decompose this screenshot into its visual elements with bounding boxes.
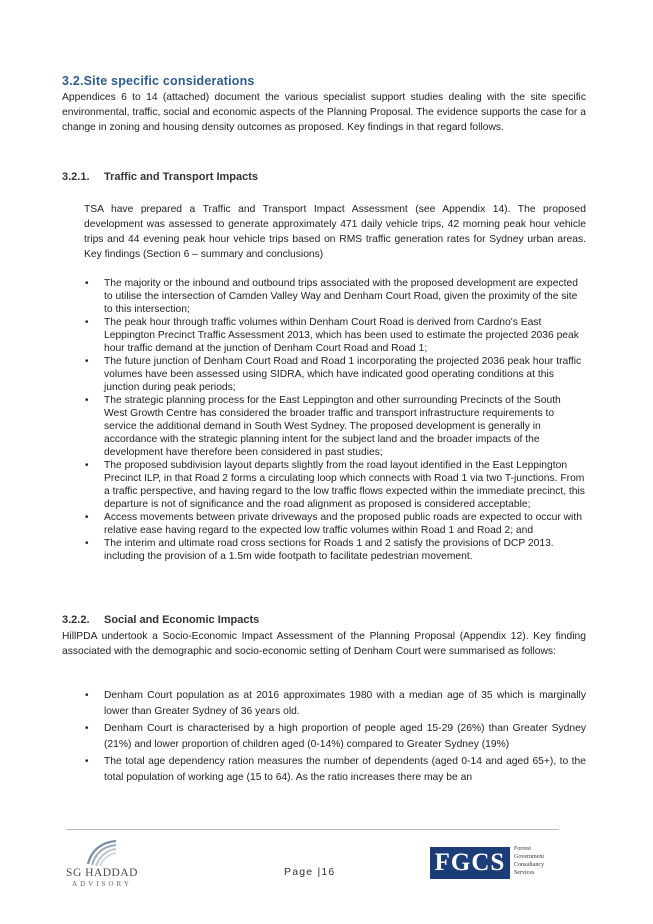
subsection-title: Traffic and Transport Impacts: [104, 171, 259, 183]
list-item: • Access movements between private driveways and the proposed public roads are expected to occur with relative ease having regard to the expected low traffic volumes within Road 1 and Road 2; and: [84, 511, 586, 537]
fgcs-line: Consultancy: [514, 862, 544, 868]
social-findings-list: [84, 688, 586, 787]
list-item: • The peak hour through traffic volumes within Denham Court Road is derived from Cardno's East Leppington Precinct Traffic Assessment 2013, which has been used to estimate the projected 2036 peak hour traffic demand at the junction of Denham Court Road and Road 1;: [84, 316, 586, 355]
list-item: • The proposed subdivision layout departs slightly from the road layout identified in the East Leppington Precinct ILP, in that Road 2 forms a circulating loop which connects with Road 1 via two T-junctions. From a traffic perspective, and having regard to the low traffic flows expected within the immediate precinct, this departure is not of significance and the road alignment as proposed is considered acceptable;: [84, 459, 586, 511]
fgcs-line: Government: [514, 854, 544, 860]
intro-paragraph: Appendices 6 to 14 (attached) document the various specialist support studies dealing with the site specific environmental, traffic, social and economic aspects of the Planning Proposal. The evidence supports the case for a change in zoning and housing density outcomes as proposed. Key findings in that regard follows.: [62, 92, 586, 133]
subsection-heading-social: [62, 614, 259, 626]
fgcs-line: Forrest: [514, 846, 531, 852]
subsection-title: Social and Economic Impacts: [104, 614, 260, 626]
sg-haddad-name: SG HADDAD: [66, 867, 138, 879]
list-item: • The total age dependency ration measures the number of dependents (aged 0-14 and aged 65+), to the total population of working age (15 to 64). As the ratio increases there may be an: [84, 754, 586, 785]
fgcs-line: Services: [514, 870, 535, 876]
sg-haddad-logo: [62, 838, 142, 888]
list-item: • The future junction of Denham Court Road and Road 1 incorporating the projected 2036 peak hour traffic volumes have been assessed using SIDRA, which have indicated good operating conditions at this junction during peak periods;: [84, 355, 586, 394]
subsection-number: 3.2.1.: [62, 171, 90, 183]
list-item: • Denham Court is characterised by a high proportion of people aged 15-29 (26%) than Greater Sydney (21%) and lower proportion of children aged (0-14%) compared to Greater Sydney (19%): [84, 721, 586, 752]
traffic-paragraph: TSA have prepared a Traffic and Transport Impact Assessment (see Appendix 14). The proposed development was assessed to generate approximately 471 daily vehicle trips, 42 morning peak hour vehicle trips and 44 evening peak hour vehicle trips based on RMS traffic generation rates for Sydney urban areas. Key findings (Section 6 – summary and conclusions): [84, 204, 586, 260]
social-paragraph: HillPDA undertook a Socio-Economic Impact Assessment of the Planning Proposal (Appendix 12). Key finding associated with the demographic and socio-economic setting of Denham Court were summarised as follows:: [62, 631, 586, 657]
list-item: • The strategic planning process for the East Leppington and other surrounding Precincts of the South West Growth Centre has considered the broader traffic and transport infrastructure requirements to service the additional demand in South West Sydney. The proposed development is generally in accordance with the strategic planning intent for the subject land and the broader impacts of the development have therefore been considered in past studies;: [84, 394, 586, 459]
fgcs-logo: [430, 843, 554, 887]
fgcs-mark: FGCS: [430, 847, 510, 879]
traffic-findings-list: [84, 277, 586, 563]
sg-haddad-emblem-icon: [84, 838, 118, 868]
sg-haddad-subtitle: ADVISORY: [72, 880, 132, 888]
subsection-heading-traffic: [62, 171, 258, 183]
list-item: • The majority or the inbound and outbound trips associated with the proposed development are expected to utilise the intersection of Camden Valley Way and Denham Court Road, given the proximity of the site to this intersection;: [84, 277, 586, 316]
section-title: 3.2.Site specific considerations: [62, 74, 255, 88]
list-item: • The interim and ultimate road cross sections for Roads 1 and 2 satisfy the provisions of DCP 2013. including the provision of a 1.5m wide footpath to facilitate pedestrian movement.: [84, 537, 586, 563]
page-number: Page |16: [284, 866, 336, 878]
list-item: • Denham Court population as at 2016 approximates 1980 with a median age of 35 which is marginally lower than Greater Sydney of 36 years old.: [84, 688, 586, 719]
fgcs-text: [514, 845, 544, 877]
footer-divider: [66, 829, 559, 830]
subsection-number: 3.2.2.: [62, 614, 90, 626]
